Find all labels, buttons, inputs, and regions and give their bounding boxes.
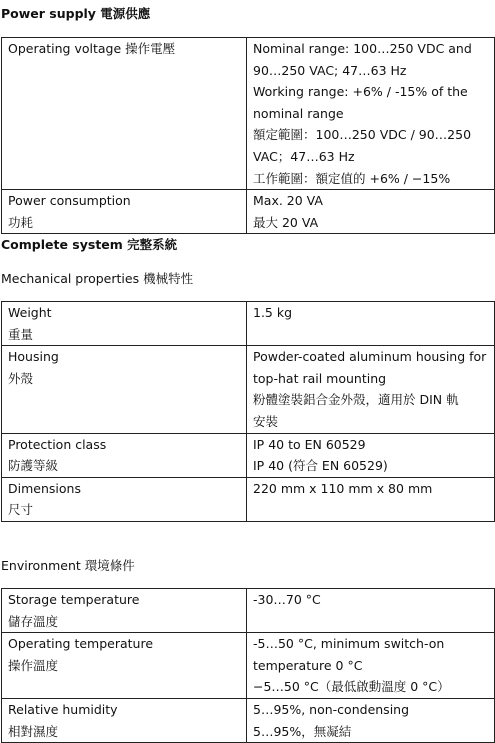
table-row bbox=[2, 302, 495, 346]
spec-label bbox=[2, 433, 247, 477]
value-line: 工作範圍：額定值的 +6% / −15% bbox=[253, 170, 451, 186]
label-line: Storage temperature bbox=[8, 592, 140, 607]
mechanical-table bbox=[1, 301, 495, 522]
label-line: Dimensions bbox=[8, 480, 81, 496]
label-line: Operating temperature bbox=[8, 636, 154, 652]
spec-label bbox=[2, 698, 247, 742]
value-line: temperature 0 °C bbox=[253, 657, 363, 673]
spec-value bbox=[247, 190, 495, 234]
label-line: 相對濕度 bbox=[8, 723, 59, 739]
spec-value bbox=[247, 477, 495, 521]
table-row bbox=[2, 698, 495, 742]
spec-value bbox=[247, 38, 495, 190]
spec-value bbox=[247, 698, 495, 742]
label-line: 操作溫度 bbox=[8, 657, 59, 673]
label-line: Protection class bbox=[8, 436, 107, 452]
label-line: 重量 bbox=[8, 326, 34, 342]
label-line: 儲存溫度 bbox=[8, 613, 59, 629]
value-line: top-hat rail mounting bbox=[253, 370, 387, 386]
table-row bbox=[2, 589, 495, 633]
value-line: 5…95%，無凝結 bbox=[253, 723, 352, 739]
value-line: 5…95%, non-condensing bbox=[253, 701, 410, 717]
spec-label bbox=[2, 633, 247, 699]
spec-value bbox=[247, 346, 495, 433]
spec-label bbox=[2, 38, 247, 190]
value-line: IP 40 (符合 EN 60529) bbox=[253, 458, 388, 474]
label-line: Relative humidity bbox=[8, 701, 118, 717]
value-line: 最大 20 VA bbox=[253, 214, 319, 230]
table-row bbox=[2, 190, 495, 234]
label-line: 防護等級 bbox=[8, 458, 59, 474]
spec-label bbox=[2, 477, 247, 521]
environment-heading: Environment 環境條件 bbox=[1, 558, 135, 573]
value-line: nominal range bbox=[253, 105, 344, 121]
value-line: -30…70 °C bbox=[253, 592, 321, 607]
spec-label bbox=[2, 190, 247, 234]
value-line: 220 mm x 110 mm x 80 mm bbox=[253, 480, 433, 496]
label-line: Weight bbox=[8, 305, 52, 320]
spec-value bbox=[247, 433, 495, 477]
value-line: Max. 20 VA bbox=[253, 193, 323, 209]
power-supply-table bbox=[1, 37, 495, 234]
label-line: 功耗 bbox=[8, 214, 34, 230]
value-line: Working range: +6% / -15% of the bbox=[253, 84, 468, 100]
spec-label bbox=[2, 346, 247, 433]
value-line: VAC；47…63 Hz bbox=[253, 148, 355, 164]
spec-value bbox=[247, 589, 495, 633]
value-line: −5…50 °C（最低啟動溫度 0 °C） bbox=[253, 679, 450, 695]
spec-value bbox=[247, 633, 495, 699]
table-row bbox=[2, 38, 495, 190]
value-line: 90…250 VAC; 47…63 Hz bbox=[253, 62, 407, 78]
value-line: 1.5 kg bbox=[253, 305, 293, 320]
value-line: Nominal range: 100…250 VDC and bbox=[253, 41, 472, 56]
label-line: Operating voltage 操作電壓 bbox=[8, 41, 176, 56]
label-line: 尺寸 bbox=[8, 502, 34, 518]
table-row bbox=[2, 346, 495, 433]
value-line: IP 40 to EN 60529 bbox=[253, 436, 366, 452]
table-row bbox=[2, 433, 495, 477]
mechanical-heading: Mechanical properties 機械特性 bbox=[1, 271, 194, 286]
environment-table bbox=[1, 588, 495, 743]
label-line: Power consumption bbox=[8, 193, 131, 209]
value-line: 額定範圍：100…250 VDC / 90…250 bbox=[253, 127, 472, 143]
value-line: 安裝 bbox=[253, 413, 279, 429]
spec-label bbox=[2, 589, 247, 633]
table-row bbox=[2, 633, 495, 699]
value-line: Powder-coated aluminum housing for bbox=[253, 349, 487, 365]
table-row bbox=[2, 477, 495, 521]
spec-value bbox=[247, 302, 495, 346]
value-line: -5…50 °C, minimum switch-on bbox=[253, 636, 445, 652]
label-line: 外殼 bbox=[8, 370, 34, 386]
label-line: Housing bbox=[8, 349, 59, 365]
spec-label bbox=[2, 302, 247, 346]
value-line: 粉體塗裝鋁合金外殼，適用於 DIN 軌 bbox=[253, 392, 459, 408]
complete-system-title: Complete system 完整系統 bbox=[1, 237, 178, 252]
power-supply-title: Power supply 電源供應 bbox=[1, 6, 151, 21]
